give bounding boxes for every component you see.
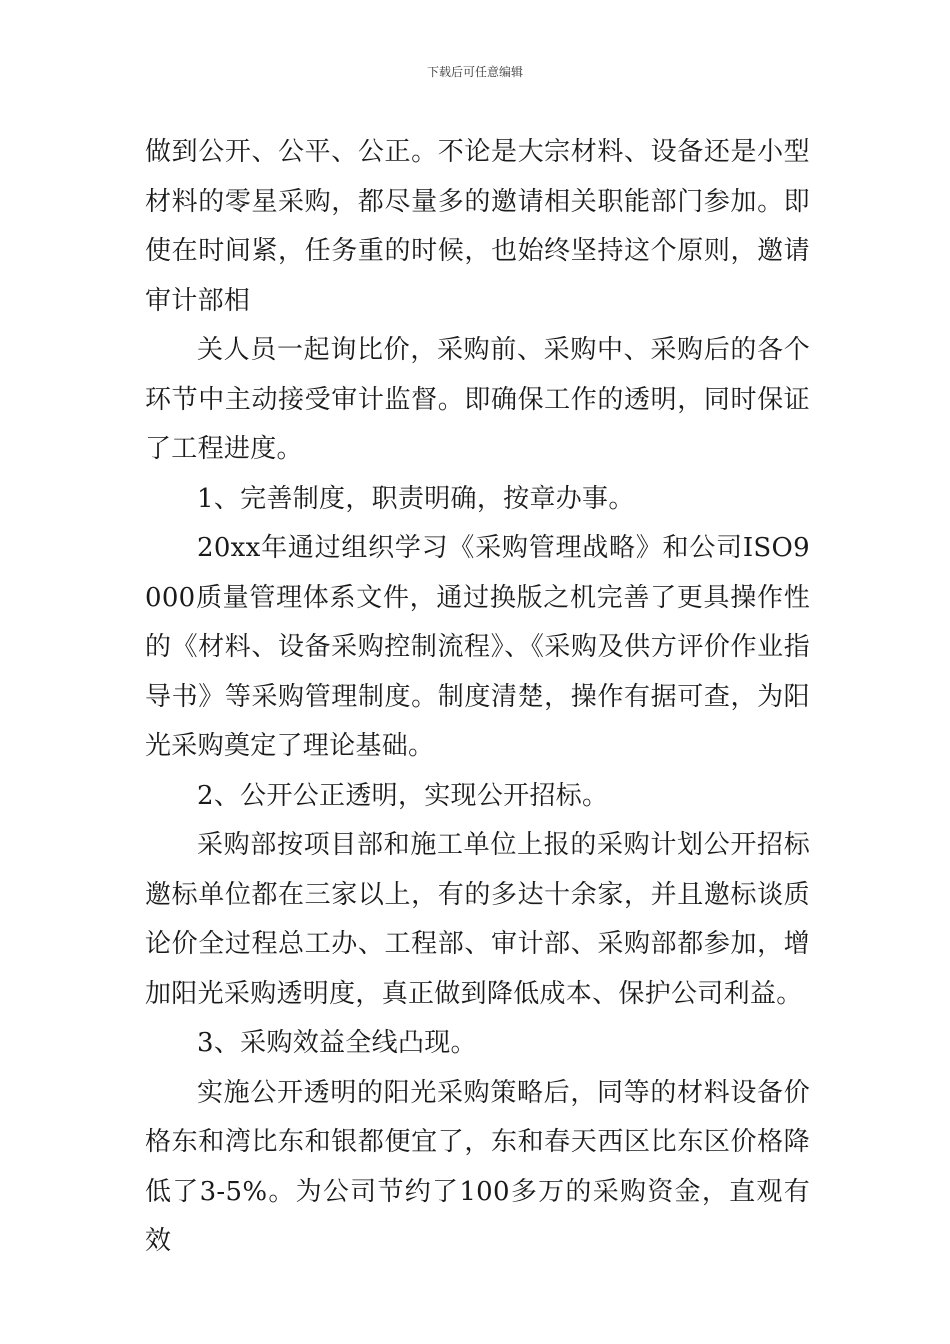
paragraph-audit-participation: 关人员一起询比价，采购前、采购中、采购后的各个环节中主动接受审计监督。即确保工作的透明，同时保证了工程进度。	[145, 335, 810, 464]
page-header-caption: 下载后可任意编辑	[426, 65, 523, 79]
section-heading-1: 1、完善制度，职责明确，按章办事。	[197, 483, 635, 514]
document-body	[145, 128, 810, 1267]
paragraph-procurement-rules: 20xx年通过组织学习《采购管理战略》和公司ISO9000质量管理体系文件，通过换版之机完善了更具操作性的《材料、设备采购控制流程》、《采购及供方评价作业指导书》等采购管理制度。制度清楚，操作有据可查，为阳光采购奠定了理论基础。	[145, 533, 810, 761]
paragraph-continued-text: 做到公开、公平、公正。不论是大宗材料、设备还是小型材料的零星采购，都尽量多的邀请相关职能部门参加。即使在时间紧，任务重的时候，也始终坚持这个原则，邀请审计部相	[145, 137, 810, 316]
paragraph-procurement-benefits: 实施公开透明的阳光采购策略后，同等的材料设备价格东和湾比东和银都便宜了，东和春天西区比东区价格降低了3-5%。为公司节约了100多万的采购资金，直观有效	[145, 1077, 810, 1256]
section-heading-2: 2、公开公正透明，实现公开招标。	[197, 780, 609, 811]
paragraph-public-bidding: 采购部按项目部和施工单位上报的采购计划公开招标邀标单位都在三家以上，有的多达十余家，并且邀标谈质论价全过程总工办、工程部、审计部、采购部都参加，增加阳光采购透明度，真正做到降低成本、保护公司利益。	[145, 830, 810, 1009]
section-heading-3: 3、采购效益全线凸现。	[197, 1028, 477, 1058]
